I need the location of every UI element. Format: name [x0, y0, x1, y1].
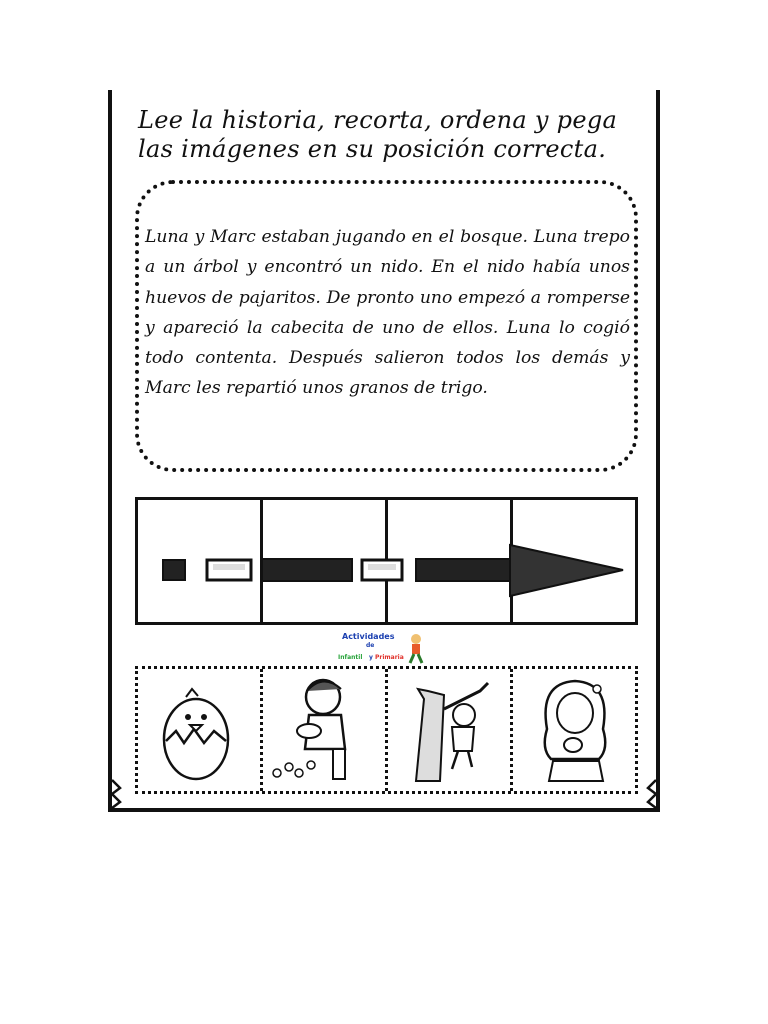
site-logo [334, 630, 434, 666]
page-edge-decoration-icon [0, 770, 768, 810]
logo-top-text: Actividades [342, 632, 395, 641]
logo-graphic-icon [334, 630, 434, 666]
instruction-title: Lee la historia, recorta, ordena y pega las imágenes en su posición correcta. [138, 106, 618, 163]
logo-bottom-c-text: Primaria [375, 654, 404, 661]
logo-mid-text: de [366, 642, 375, 649]
logo-bottom-b-text: y [369, 654, 373, 661]
story-text: Luna y Marc estaban jugando en el bosque. Luna trepo a un árbol y encontró un nido. En el nido había unos huevos de pajaritos. De pronto uno empezó a romperse y apareció la cabecita de uno de ellos. Luna lo cogió todo contenta. Después salieron todos los demás y Marc les repartió unos granos de trigo. [145, 227, 630, 399]
logo-bottom-a-text: Infantil [338, 654, 363, 661]
